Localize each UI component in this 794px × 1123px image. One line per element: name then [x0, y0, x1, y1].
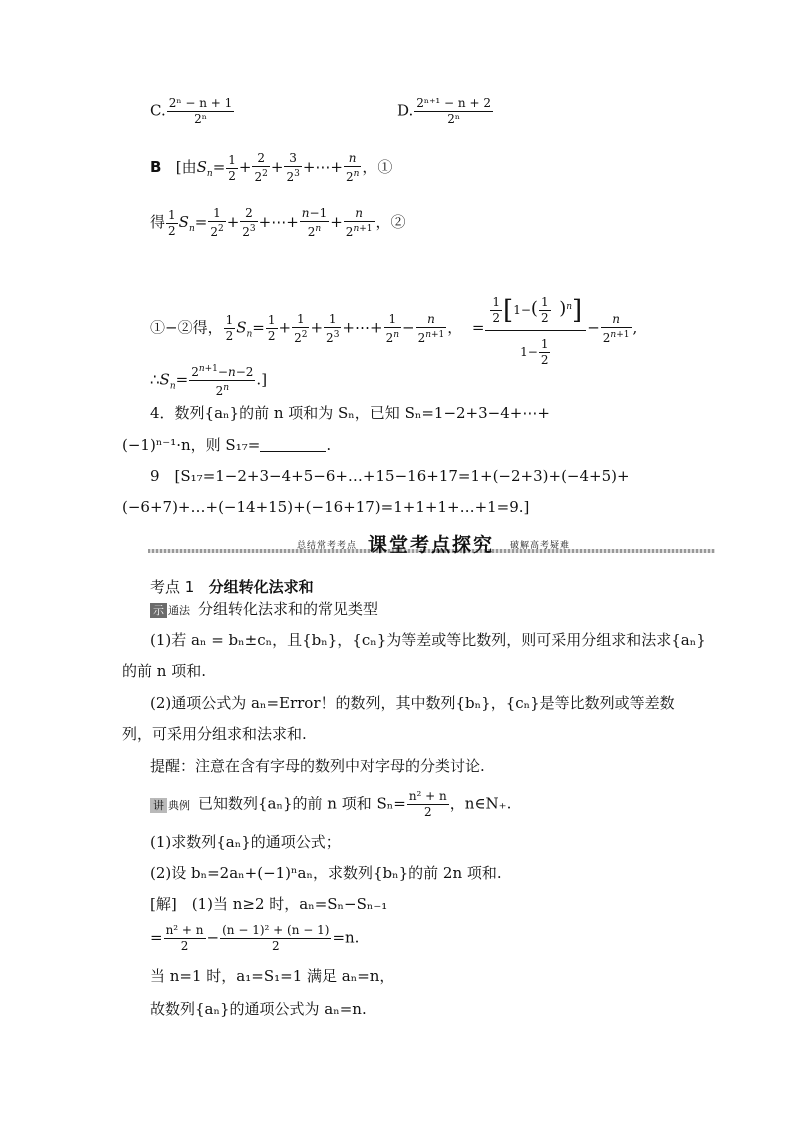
- method-title: 分组转化法求和的常见类型: [198, 600, 379, 618]
- sol3-line1: B [由$S_n=$ $\frac{1}{2}$ + $\frac{2}{2^2}$ + $\frac{3}{2^3}$ +⋯+ $\frac{n}{2^n}$ ，①: [150, 151, 393, 184]
- answer-blank[interactable]: [260, 437, 326, 452]
- method-item1-l2: 的前 n 项和.: [122, 662, 206, 680]
- example-stem: 讲 典例 已知数列{aₙ}的前 n 项和 Sₙ= $\frac{\text{n² + n}}{2}$ ，n∈N₊.: [150, 789, 511, 820]
- sol4-line2: (−6+7)+…+(−14+15)+(−16+17)=1+1+1+…+1=9.]: [122, 498, 530, 516]
- sol4-line1: 9 [S₁₇=1−2+3−4+5−6+…+15−16+17=1+(−2+3)+(−4+5)+: [150, 467, 630, 485]
- sol3-line2: 得 $\frac{1}{2}$ $S_n=$ $\frac{1}{2^2}$ + $\frac{2}{2^3}$ +⋯+ $\frac{n-1}{2^n}$ + $\frac{n}{2^{n+1}}$ ，②: [150, 206, 406, 239]
- example-q1: (1)求数列{aₙ}的通项公式；: [150, 833, 341, 851]
- solution-line3: 当 n=1 时，a₁=S₁=1 满足 aₙ=n，: [150, 967, 395, 985]
- solution-line1: [解] (1)当 n≥2 时，aₙ=Sₙ−Sₙ₋₁: [150, 895, 388, 913]
- option-c: [150, 96, 235, 127]
- sol3-line3: ①−②得， $\frac{1}{2}$ $S_n=$ $\frac{1}{2}$ + $\frac{1}{2^2}$ + $\frac{1}{2^3}$ +⋯+ $\frac{1}{2^n}$ − $\frac{n}{2^{n+1}}$ ， = $\frac{1}{2}$ [1−( $\frac{1}{2}$ )$^n$] 1− $\frac{1}{2}$ − $\frac{n}{2^{n+1}}$ ,: [150, 289, 637, 368]
- method-reminder: 提醒：注意在含有字母的数列中对字母的分类讨论.: [150, 757, 485, 775]
- example-tag-icon: 讲: [150, 798, 167, 813]
- section-banner: 总结常考考点 课堂考点探究 破解高考疑难: [148, 530, 715, 554]
- topic-heading: [150, 577, 314, 597]
- option-d-label: D.: [397, 101, 414, 120]
- method-item1-l1: (1)若 aₙ = bₙ±cₙ，且{bₙ}，{cₙ}为等差或等比数列，则可采用分组求和法求{aₙ}: [150, 631, 706, 649]
- topic-title: 分组转化法求和: [208, 578, 314, 596]
- method-tag-icon: 示: [150, 603, 167, 618]
- option-c-label: C.: [150, 101, 166, 120]
- sol3-line4: $\therefore S_n=$ $\frac{2^{n+1}-n-2}{2^n}$ .]: [150, 364, 268, 398]
- example-q2: (2)设 bₙ=2aₙ+(−1)ⁿaₙ，求数列{bₙ}的前 2n 项和.: [150, 864, 502, 882]
- topic-prefix: 考点 1: [150, 578, 195, 596]
- solution-line4: 故数列{aₙ}的通项公式为 aₙ=n.: [150, 1000, 367, 1018]
- method-item2-l1: (2)通项公式为 aₙ=Error！的数列，其中数列{bₙ}，{cₙ}是等比数列或等差数: [150, 694, 675, 712]
- solution-line2: = $\frac{\text{n² + n}}{2}$ − $\frac{\text{(n − 1)² + (n − 1)}}{2}$ =n.: [150, 923, 360, 953]
- method-item2-l2: 列，可采用分组求和法求和.: [122, 725, 307, 743]
- method-heading: 示 通法 分组转化法求和的常见类型: [150, 599, 378, 621]
- option-d-fraction: $\frac{\text{2ⁿ⁺¹ − n + 2}}{\text{2ⁿ}}$: [416, 96, 491, 126]
- q4-line1: 4．数列{aₙ}的前 n 项和为 Sₙ，已知 Sₙ=1−2+3−4+⋯+: [150, 404, 550, 422]
- option-d: [397, 96, 494, 127]
- geometric-sum-fraction: $\frac{1}{2}$ [1−( $\frac{1}{2}$ )$^n$] 1− $\frac{1}{2}$: [485, 289, 586, 368]
- option-c-fraction: $\frac{\text{2ⁿ − n + 1}}{\text{2ⁿ}}$: [168, 96, 233, 126]
- banner-title: 课堂考点探究: [368, 534, 495, 556]
- q4-line2: (−1)ⁿ⁻¹·n，则 S₁₇= .: [122, 436, 332, 454]
